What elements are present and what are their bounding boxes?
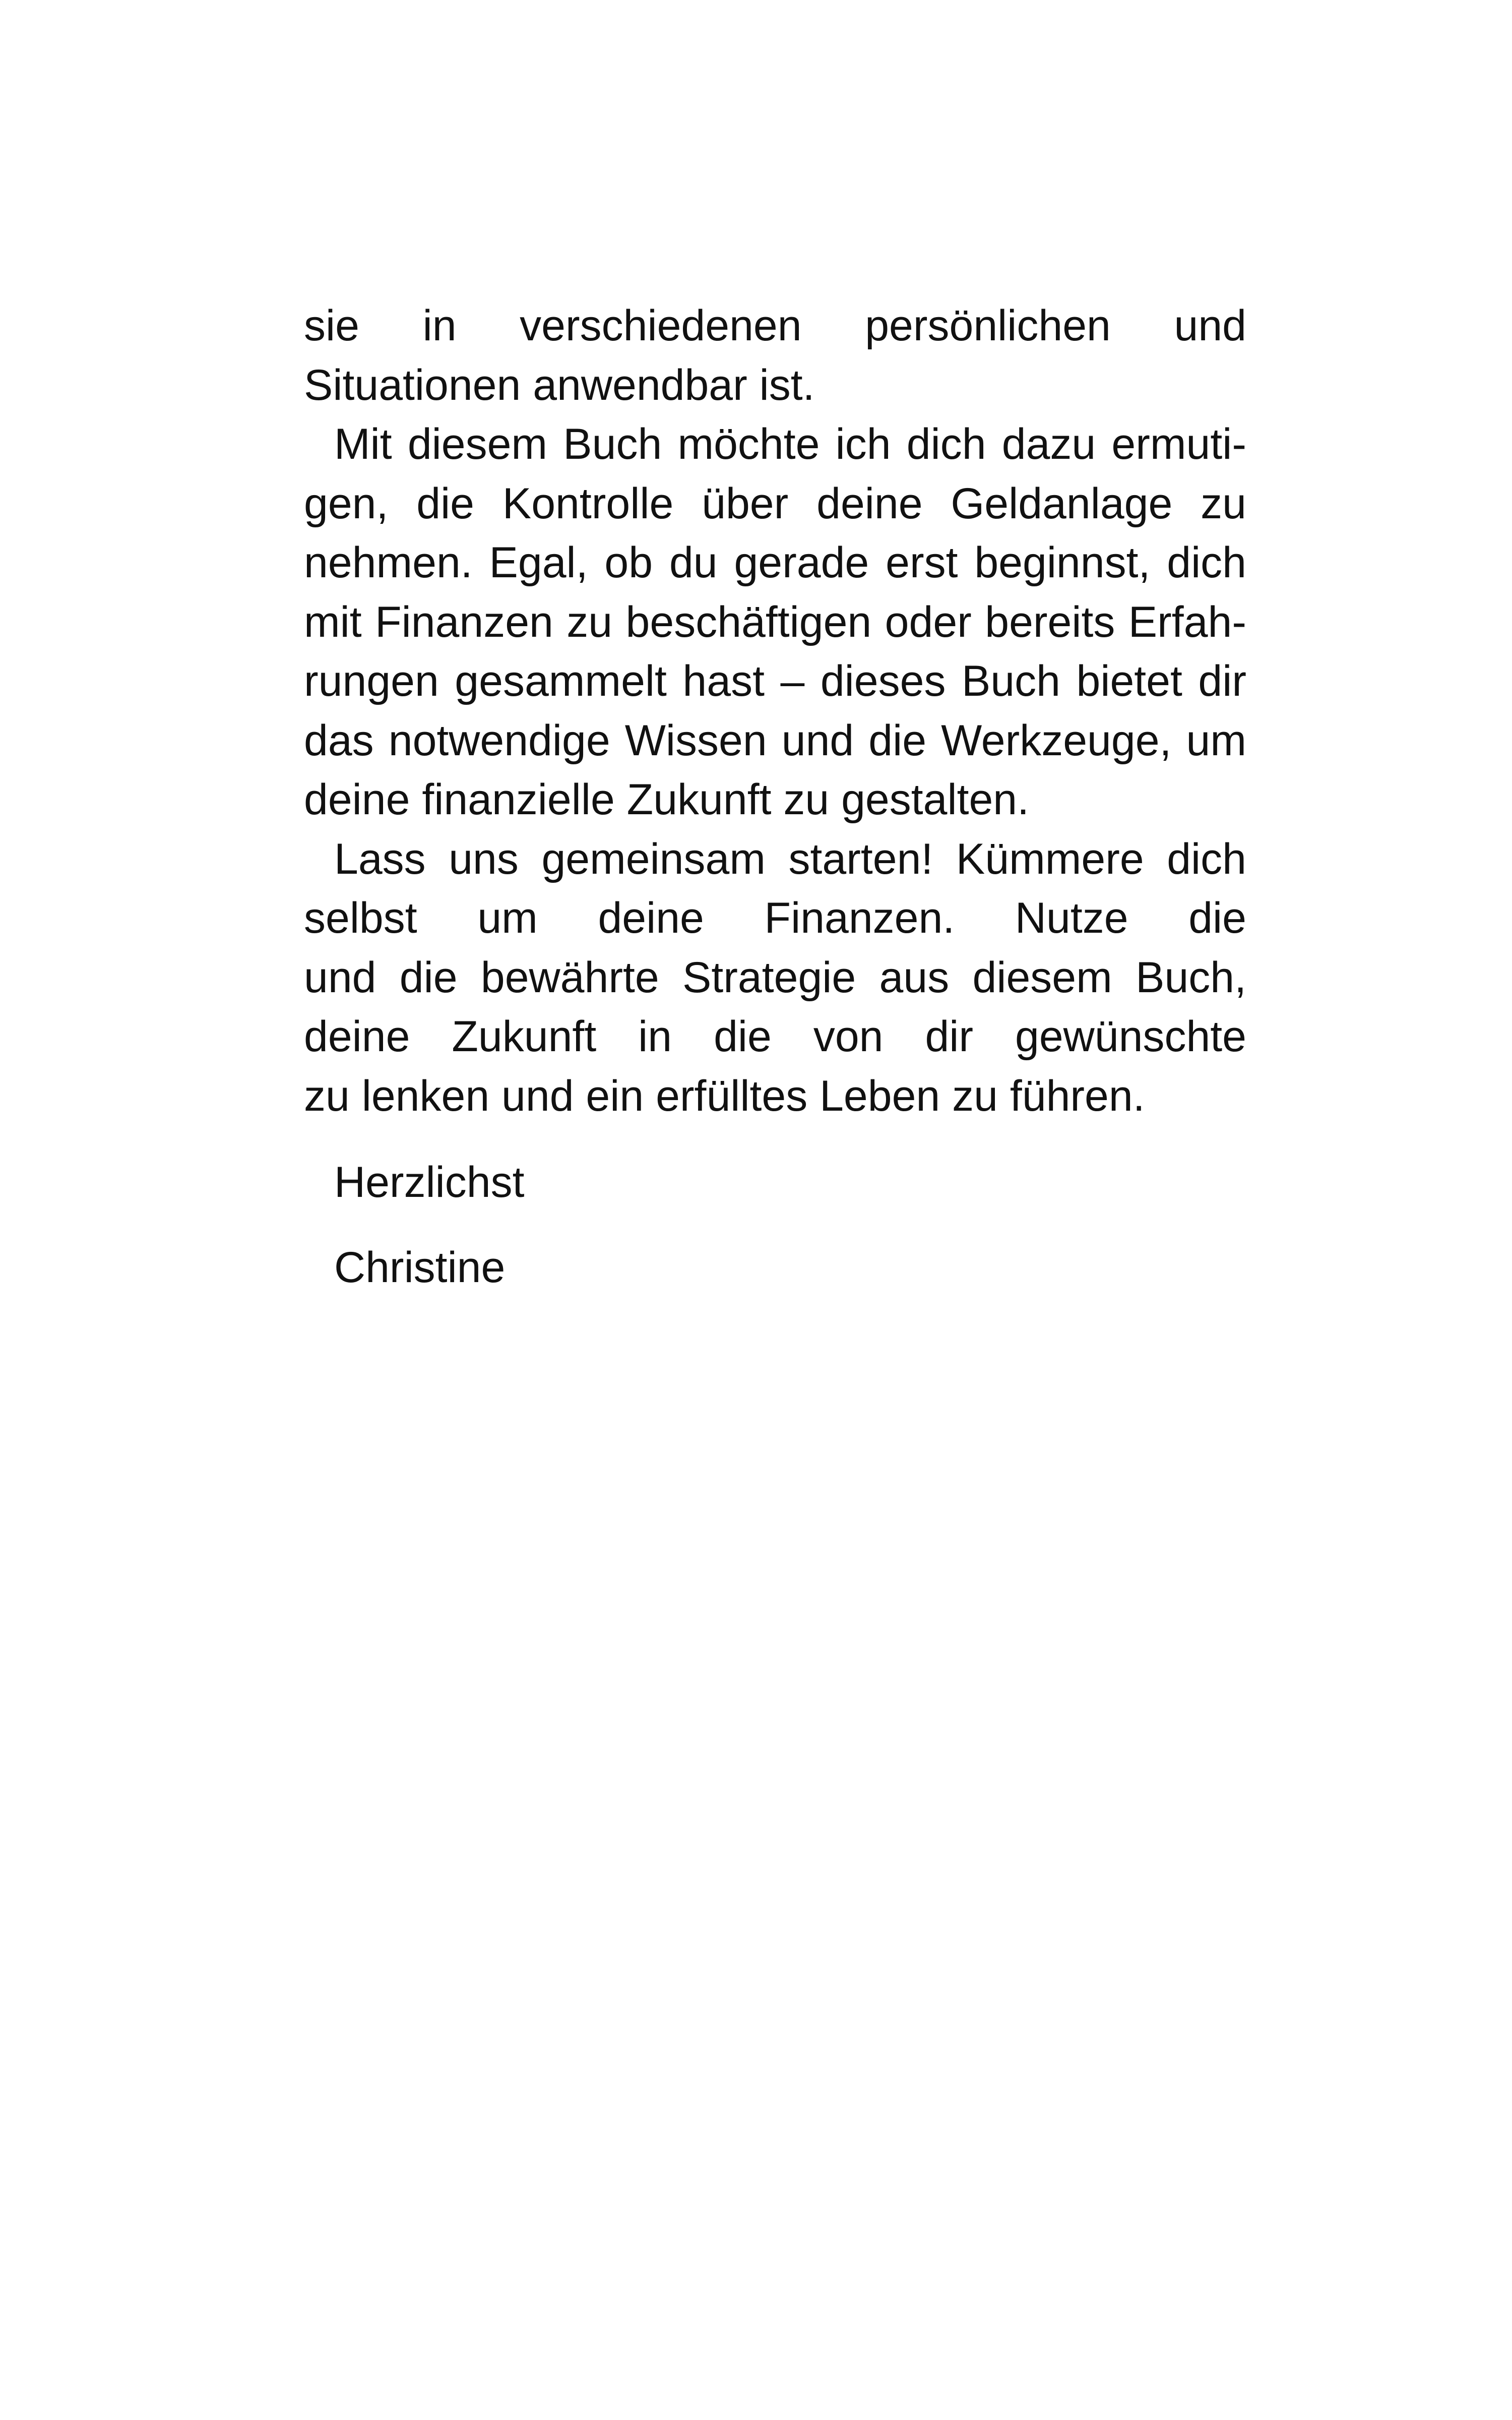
text-line: sie in verschiedenen persönlichen und	[304, 301, 1246, 350]
text-line: nehmen. Egal, ob du gerade erst beginnst, dich	[304, 538, 1246, 587]
body-text	[304, 296, 1246, 1126]
text-line: und die bewährte Strategie aus diesem Buch,	[304, 953, 1246, 1002]
text-line: selbst um deine Finanzen. Nutze die	[304, 894, 1246, 942]
text-line: gen, die Kontrolle über deine Geldanlage zu	[304, 479, 1246, 528]
text-line: das notwendige Wissen und die Werkzeuge, um	[304, 716, 1246, 765]
text-line: rungen gesammelt hast – dieses Buch bietet dir	[304, 657, 1246, 705]
closing-greeting: Herzlichst	[334, 1158, 525, 1206]
author-signature: Christine	[334, 1243, 506, 1292]
text-line: deine Zukunft in die von dir gewünschte	[304, 1012, 1246, 1061]
text-line: Mit diesem Buch möchte ich dich dazu ermuti-	[334, 420, 1246, 468]
text-line: Lass uns gemeinsam starten! Kümmere dich	[334, 834, 1246, 883]
text-line: Situationen anwendbar ist.	[304, 360, 815, 409]
text-line: mit Finanzen zu beschäftigen oder bereits Erfah-	[304, 597, 1246, 646]
text-line: deine finanzielle Zukunft zu gestalten.	[304, 775, 1030, 824]
text-line: zu lenken und ein erfülltes Leben zu führen.	[304, 1071, 1145, 1120]
